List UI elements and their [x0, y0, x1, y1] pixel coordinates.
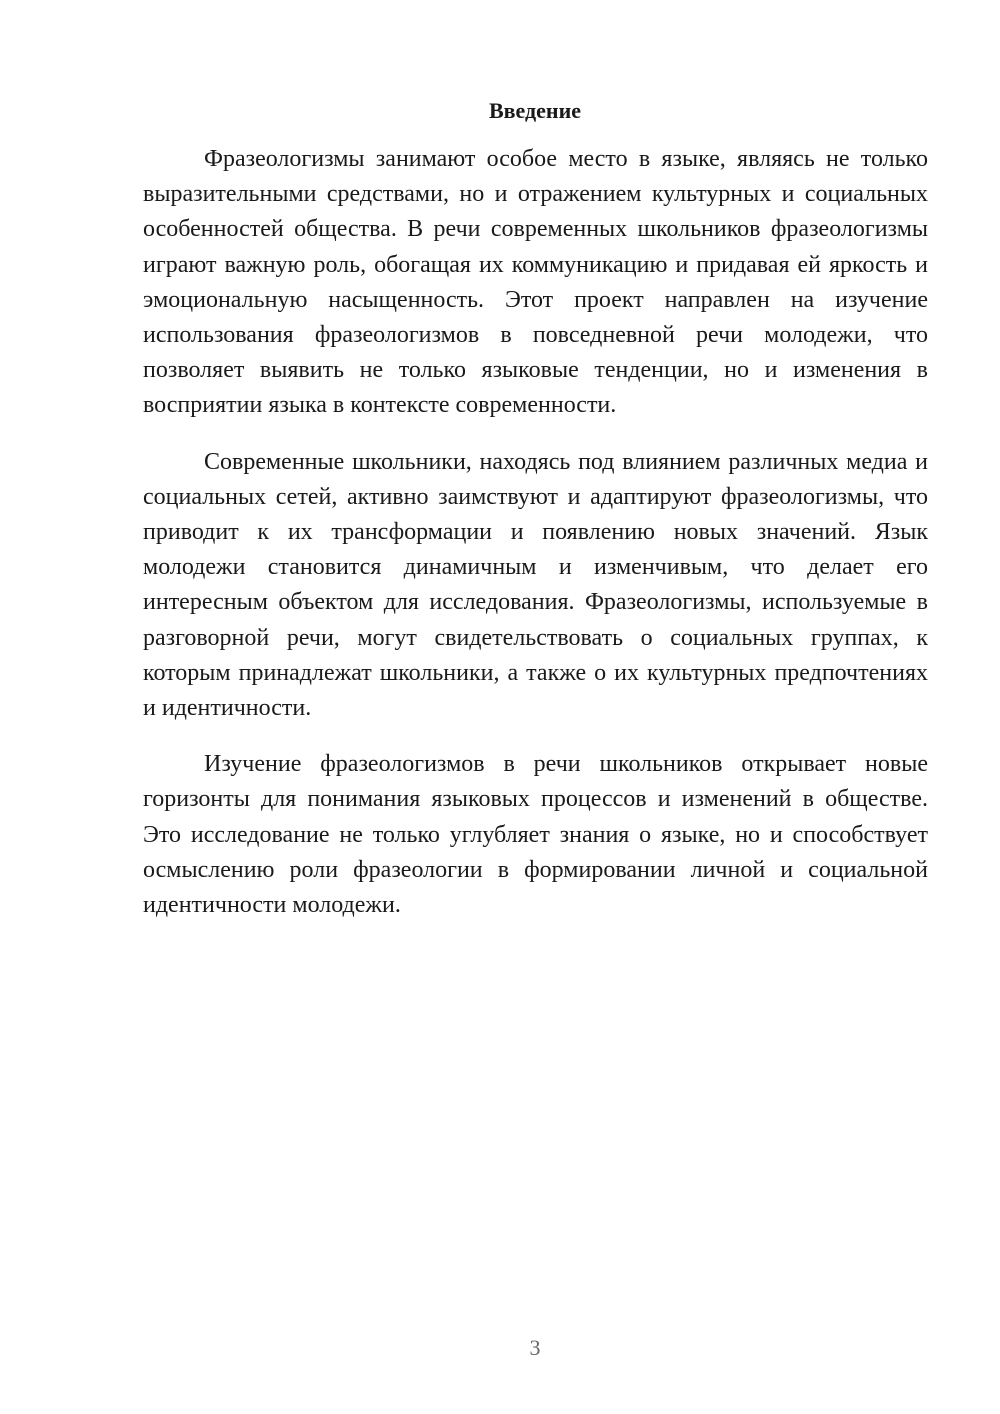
section-title: Введение — [488, 98, 582, 123]
body-text — [143, 142, 928, 923]
page-number: 3 — [529, 1335, 541, 1360]
paragraph-2: Современные школьники, находясь под влиянием различных медиа и социальных сетей, активно заимствуют и адаптируют фразеологизмы, что приводит к их трансформации и появлению новых значений. Язык молодежи становится динамичным и изменчивым, что делает его интересным объектом для исследования. Фразеологизмы, используемые в разговорной речи, могут свидетельствовать о социальных группах, к которым принадлежат школьники, а также о их культурных предпочтениях и идентичности. — [143, 448, 928, 722]
paragraph-3: Изучение фразеологизмов в речи школьников открывает новые горизонты для понимания языковых процессов и изменений в обществе. Это исследование не только углубляет знания о языке, но и способствует осмыслению роли фразеологии в формировании личной и социальной идентичности молодежи. — [143, 751, 928, 919]
paragraph-1: Фразеологизмы занимают особое место в языке, являясь не только выразительными средствами, но и отражением культурных и социальных особенностей общества. В речи современных школьников фразеологизмы играют важную роль, обогащая их коммуникацию и придавая ей яркость и эмоциональную насыщенность. Этот проект направлен на изучение использования фразеологизмов в повседневной речи молодежи, что позволяет выявить не только языковые тенденции, но и изменения в восприятии языка в контексте современности. — [143, 146, 928, 419]
